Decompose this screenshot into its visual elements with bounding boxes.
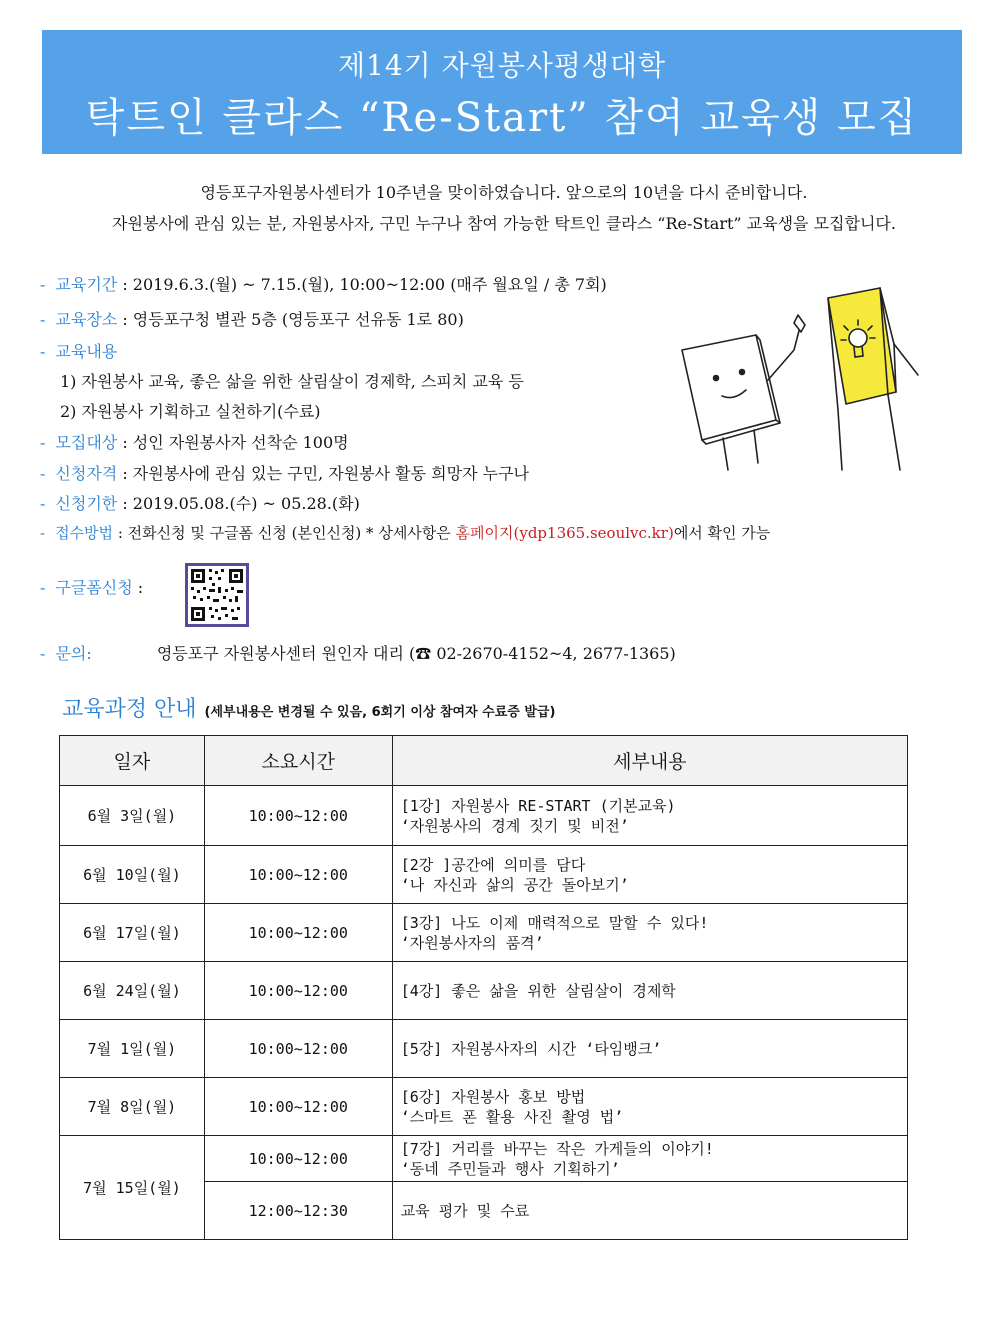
info-label: 신청기한 (55, 494, 118, 513)
info-label: 접수방법 (55, 524, 114, 542)
info-label: 구글폼신청 (55, 578, 133, 597)
row-detail (392, 1078, 907, 1136)
detail-line: [3강] 나도 이제 매력적으로 말할 수 있다! (400, 913, 709, 932)
info-place: - 교육장소 : 영등포구청 별관 5층 (영등포구 선유동 1로 80) (40, 310, 464, 329)
info-label: 신청자격 (55, 464, 118, 483)
row-time: 10:00~12:00 (204, 904, 392, 962)
content-item-1: 1) 자원봉사 교육, 좋은 삶을 위한 살림살이 경제학, 스피치 교육 등 (60, 372, 524, 391)
row-date: 7월 1일(월) (60, 1020, 205, 1078)
intro-line-2: 자원봉사에 관심 있는 분, 자원봉사자, 구민 누구나 참여 가능한 탁트인 클라스 “Re-Start” 교육생을 모집합니다. (112, 214, 896, 233)
row-detail (392, 962, 907, 1020)
row-time: 10:00~12:00 (204, 1136, 392, 1182)
section-note: (세부내용은 변경될 수 있음, 6회기 이상 참여자 수료증 발급) (204, 705, 556, 720)
detail-line: ‘자원봉사의 경계 짓기 및 비전’ (400, 816, 629, 835)
row-time: 10:00~12:00 (204, 846, 392, 904)
info-googleform: - 구글폼신청 : (40, 578, 144, 597)
row-detail (392, 1020, 907, 1078)
row-time: 10:00~12:00 (204, 1020, 392, 1078)
info-colon: : (86, 644, 92, 663)
detail-line: 교육 평가 및 수료 (400, 1201, 530, 1220)
row-detail (392, 846, 907, 904)
info-suffix: 에서 확인 가능 (673, 524, 771, 542)
detail-line: [6강] 자원봉사 홍보 방법 (400, 1087, 586, 1106)
detail-line: ‘자원봉사자의 품격’ (400, 933, 544, 952)
info-method: - 접수방법 : 전화신청 및 구글폼 신청 (본인신청) * 상세사항은 홈페이지(ydp1365.seoulvc.kr)에서 확인 가능 (40, 524, 771, 542)
header-time: 소요시간 (204, 736, 392, 786)
section-title (62, 692, 555, 723)
table-row (60, 1136, 908, 1182)
info-value: : (137, 578, 144, 597)
info-value: : 전화신청 및 구글폼 신청 (본인신청) * 상세사항은 (117, 524, 456, 542)
table-row (60, 786, 908, 846)
info-label: 교육장소 (55, 310, 118, 329)
row-time: 10:00~12:00 (204, 962, 392, 1020)
info-value: : 영등포구청 별관 5층 (영등포구 선유동 1로 80) (122, 310, 464, 329)
row-date: 6월 24일(월) (60, 962, 205, 1020)
header-date: 일자 (60, 736, 205, 786)
row-detail (392, 904, 907, 962)
info-value: : 자원봉사에 관심 있는 구민, 자원봉사 활동 희망자 누구나 (122, 464, 529, 483)
info-label: 모집대상 (55, 433, 118, 452)
detail-line: [1강] 자원봉사 RE-START (기본교육) (400, 796, 676, 815)
row-detail (392, 1182, 907, 1240)
detail-line: [2강 ]공간에 의미를 담다 (400, 855, 586, 874)
homepage-link[interactable]: 홈페이지(ydp1365.seoulvc.kr) (455, 524, 674, 542)
row-time: 12:00~12:30 (204, 1182, 392, 1240)
row-time: 10:00~12:00 (204, 1078, 392, 1136)
row-date: 6월 17일(월) (60, 904, 205, 962)
row-time: 10:00~12:00 (204, 786, 392, 846)
info-qualification: - 신청자격 : 자원봉사에 관심 있는 구민, 자원봉사 활동 희망자 누구나 (40, 464, 529, 483)
detail-line: [7강] 거리를 바꾸는 작은 가게들의 이야기! (400, 1139, 714, 1158)
info-label: 교육기간 (55, 275, 118, 294)
info-value: : 성인 자원봉사자 선착순 100명 (122, 433, 349, 452)
table-row (60, 1078, 908, 1136)
table-header-row (60, 736, 908, 786)
row-detail (392, 786, 907, 846)
table-row (60, 904, 908, 962)
row-date: 6월 3일(월) (60, 786, 205, 846)
info-value: : 2019.6.3.(월) ~ 7.15.(월), 10:00~12:00 (매주 월요일 / 총 7회) (122, 275, 607, 294)
info-target: - 모집대상 : 성인 자원봉사자 선착순 100명 (40, 433, 349, 452)
info-content: - 교육내용 (40, 342, 118, 361)
schedule-table (59, 735, 908, 1240)
detail-line: [5강] 자원봉사자의 시간 ‘타임뱅크’ (400, 1039, 662, 1058)
title-banner (42, 30, 962, 154)
row-date: 7월 15일(월) (60, 1136, 205, 1240)
info-value: 영등포구 자원봉사센터 원인자 대리 (☎ 02-2670-4152~4, 2677-1365) (156, 644, 676, 663)
info-period: - 교육기간 : 2019.6.3.(월) ~ 7.15.(월), 10:00~12:00 (매주 월요일 / 총 7회) (40, 275, 607, 294)
row-date: 6월 10일(월) (60, 846, 205, 904)
table-row (60, 846, 908, 904)
detail-line: ‘스마트 폰 활용 사진 촬영 법’ (400, 1107, 624, 1126)
info-value: : 2019.05.08.(수) ~ 05.28.(화) (122, 494, 360, 513)
intro-line-1: 영등포구자원봉사센터가 10주년을 맞이하였습니다. 앞으로의 10년을 다시 준비합니다. (200, 183, 808, 202)
info-label: 교육내용 (55, 342, 118, 361)
detail-line: ‘나 자신과 삶의 공간 돌아보기’ (400, 875, 629, 894)
header-detail: 세부내용 (392, 736, 907, 786)
table-row (60, 962, 908, 1020)
info-inquiry: - 문의: 영등포구 자원봉사센터 원인자 대리 (☎ 02-2670-4152~4, 2677-1365) (40, 644, 676, 663)
table-row (60, 1020, 908, 1078)
content-item-2: 2) 자원봉사 기획하고 실천하기(수료) (60, 402, 321, 421)
section-heading: 교육과정 안내 (62, 697, 197, 722)
whiteboard-illustration (678, 280, 928, 475)
row-detail (392, 1136, 907, 1182)
qr-code[interactable] (185, 563, 249, 627)
info-deadline: - 신청기한 : 2019.05.08.(수) ~ 05.28.(화) (40, 494, 360, 513)
info-label: 문의 (55, 644, 87, 663)
banner-subtitle: 제14기 자원봉사평생대학 (337, 49, 666, 82)
row-date: 7월 8일(월) (60, 1078, 205, 1136)
detail-line: [4강] 좋은 삶을 위한 살림살이 경제학 (400, 981, 676, 1000)
detail-line: ‘동네 주민들과 행사 기획하기’ (400, 1159, 620, 1178)
banner-title: 탁트인 클라스 “Re-Start” 참여 교육생 모집 (85, 95, 919, 141)
